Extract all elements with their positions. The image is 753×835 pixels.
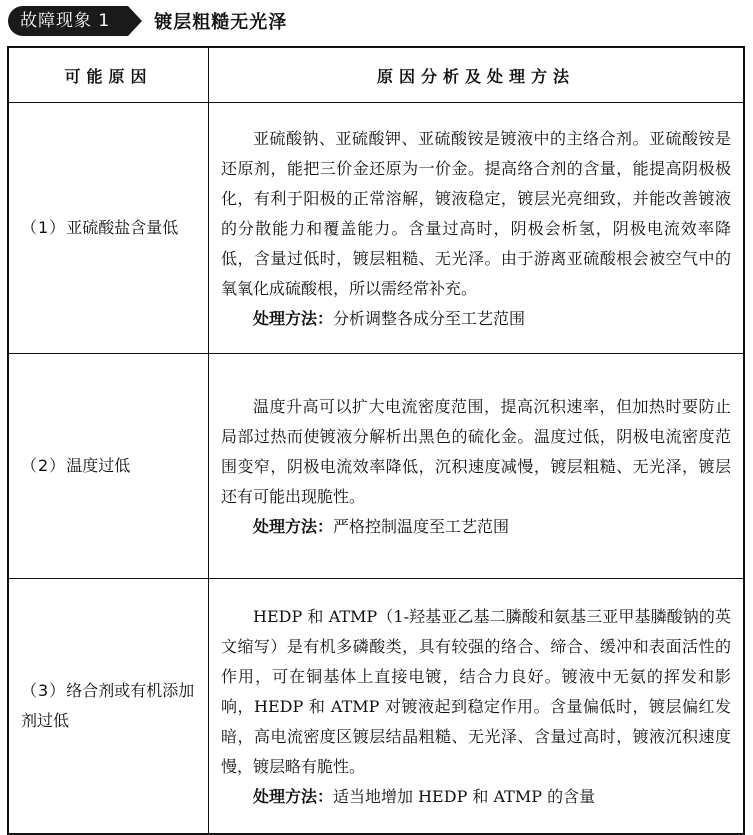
cause-number: （1） [21,218,67,237]
analysis-text: 亚硫酸钠、亚硫酸钾、亚硫酸铵是镀液中的主络合剂。亚硫酸铵是还原剂，能把三价金还原为一价金。提高络合剂的含量，能提高阴极极化，有利于阳极的正常溶解，镀液稳定，镀层光亮细致，并能改善镀液的分散能力和覆盖能力。含量过高时，阴极会析氢，阴极电流效率降低，含量过低时，镀层粗糙、无光泽。由于游离亚硫酸根会被空气中的氧氧化成硫酸根，所以需经常补充。 [221,129,731,298]
analysis-text: 温度升高可以扩大电流密度范围，提高沉积速率，但加热时要防止局部过热而使镀液分解析出黑色的硫化金。温度过低，阴极电流密度范围变窄，阴极电流效率降低，沉积速度减慢，镀层粗糙、无光泽，镀层还有可能出现脆性。 [221,397,731,506]
cause-cell [8,103,209,354]
method-label: 处理方法： [253,787,334,806]
cause-text: 温度过低 [66,456,131,475]
cause-analysis-table [7,46,745,835]
analysis-text: HEDP 和 ATMP（1-羟基亚乙基二膦酸和氨基三亚甲基膦酸钠的英文缩写）是有机多磷酸类，具有较强的络合、缔合、缓冲和表面活性的作用，可在铜基体上直接电镀，结合力良好。镀液中无氨的挥发和影响，HEDP 和 ATMP 对镀液起到稳定作用。含量偏低时，镀层偏红发暗，高电流密度区镀层结晶粗糙、无光泽、含量过高时，镀液沉积速度慢，镀层略有脆性。 [221,607,731,776]
table-header-row [8,47,744,103]
method-label: 处理方法： [253,309,334,328]
cause-cell [8,354,209,579]
method-line [221,782,731,812]
fault-tag: 故障现象 1 [8,6,128,36]
analysis-cell [209,579,745,835]
cause-text: 络合剂或有机添加剂过低 [21,681,195,730]
analysis-cell [209,354,745,579]
fault-header [8,6,287,36]
method-text: 适当地增加 HEDP 和 ATMP 的含量 [333,787,596,806]
analysis-cell [209,103,745,354]
method-line [221,304,731,334]
fault-title: 镀层粗糙无光泽 [154,12,288,33]
method-text: 分析调整各成分至工艺范围 [333,309,526,328]
cause-number: （2） [21,456,67,475]
table-row [8,579,744,835]
method-label: 处理方法： [253,517,334,536]
method-line [221,512,731,542]
table-row [8,103,744,354]
cause-text: 亚硫酸盐含量低 [66,218,179,237]
table-row [8,354,744,579]
cause-number: （3） [21,681,67,700]
column-header-analysis: 原因分析及处理方法 [209,47,745,103]
cause-cell [8,579,209,835]
column-header-cause: 可能原因 [8,47,209,103]
method-text: 严格控制温度至工艺范围 [333,517,510,536]
